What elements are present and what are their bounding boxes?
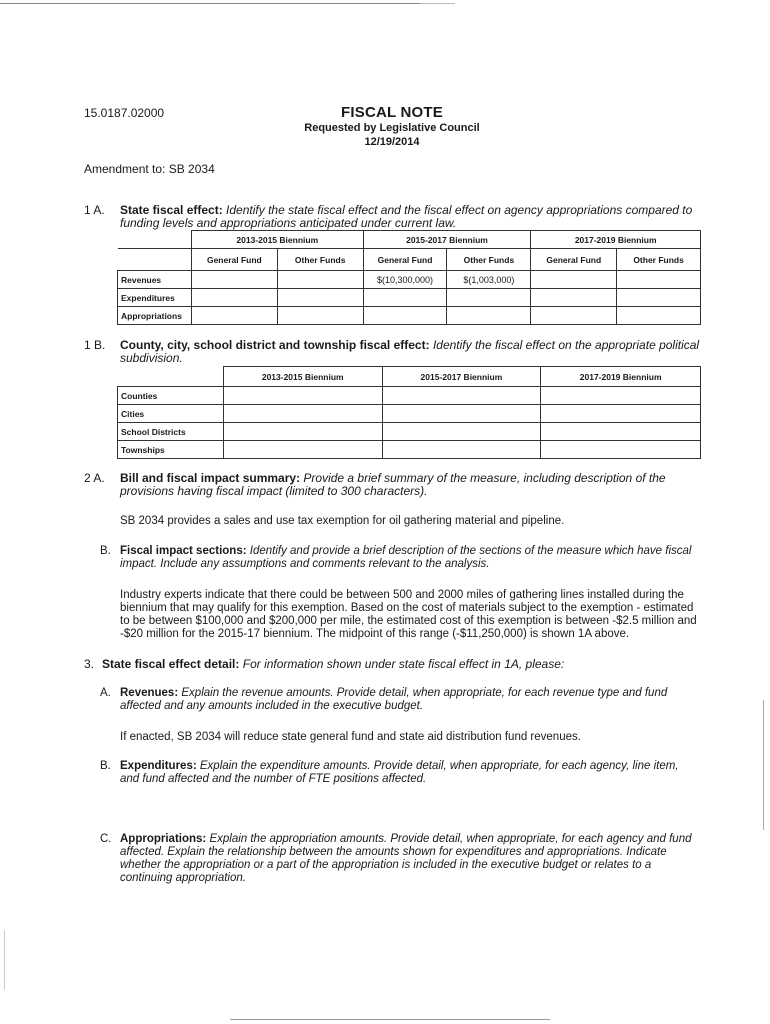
section-2a-number: 2 A.: [84, 471, 105, 485]
fund-header: General Fund: [531, 249, 617, 271]
title-block: [280, 104, 504, 149]
amendment-line: Amendment to: SB 2034: [84, 162, 215, 176]
scan-edge-left: [4, 930, 5, 990]
section-1b-instruction: Identify the fiscal effect on the appropriate political subdivision.: [120, 338, 700, 365]
table-cell: $(10,300,000): [363, 271, 447, 289]
section-1b-number: 1 B.: [84, 338, 106, 352]
table-cell: [363, 289, 447, 307]
table-cell: [191, 289, 277, 307]
table-cell: [447, 289, 531, 307]
section-3-instruction: For information shown under state fiscal effect in 1A, please:: [242, 657, 565, 671]
row-label: Expenditures: [118, 289, 192, 307]
table-row: [118, 405, 701, 423]
biennium-header: 2017-2019 Biennium: [541, 367, 701, 387]
fund-header: Other Funds: [447, 249, 531, 271]
table-cell: [191, 307, 277, 325]
biennium-header: 2015-2017 Biennium: [382, 367, 541, 387]
fund-header: Other Funds: [277, 249, 363, 271]
section-3a-number: A.: [100, 687, 111, 699]
row-label: School Districts: [118, 423, 224, 441]
table-row: [118, 271, 701, 289]
table-row: [118, 423, 701, 441]
row-label: Townships: [118, 441, 224, 459]
section-3a-heading: [100, 687, 700, 713]
table-cell: [617, 271, 701, 289]
page-title: FISCAL NOTE: [341, 104, 443, 121]
section-2b-instruction: Identify and provide a brief description of the sections of the measure which have fiscal impact. Include any assumptions and comments relevant to the analysis.: [120, 545, 692, 570]
table-corner: [118, 231, 192, 249]
local-fiscal-effect-table: [117, 366, 701, 459]
section-3c-number: C.: [100, 833, 112, 845]
table-row: [118, 307, 701, 325]
section-3b-instruction: Explain the expenditure amounts. Provide detail, when appropriate, for each agency, line item, and fund affected and the number of FTE positions affected.: [120, 760, 679, 785]
fund-header: General Fund: [363, 249, 447, 271]
table-corner: [118, 249, 192, 271]
document-number: 15.0187.02000: [84, 106, 165, 120]
section-3b-heading: [100, 760, 700, 786]
scan-edge-top-faint: [420, 3, 455, 4]
section-3c-instruction: Explain the appropriation amounts. Provide detail, when appropriate, for each agency and fund affected. Explain the relationship between the amounts shown for expenditures and appropriations. Indicate whether the appropriation or a part of the appropriation is included in the executive budget or relates to a continuing appropriation.: [120, 833, 692, 884]
table-cell: [531, 271, 617, 289]
requested-by: Requested by Legislative Council: [304, 122, 480, 134]
table-cell: [617, 289, 701, 307]
table-cell: [531, 307, 617, 325]
biennium-header: 2017-2019 Biennium: [531, 231, 701, 249]
table-cell: $(1,003,000): [447, 271, 531, 289]
section-3b-label: Expenditures:: [120, 760, 197, 772]
state-fiscal-effect-table: [117, 230, 701, 325]
table-corner: [118, 367, 224, 387]
section-3c-heading: [100, 833, 702, 885]
biennium-header: 2015-2017 Biennium: [363, 231, 531, 249]
section-3b-number: B.: [100, 760, 111, 772]
table-row: [118, 289, 701, 307]
scan-edge-bottom: [230, 1019, 550, 1020]
section-3a-instruction: Explain the revenue amounts. Provide detail, when appropriate, for each revenue type and fund affected and any amounts included in the executive budget.: [120, 687, 668, 712]
fund-header: General Fund: [191, 249, 277, 271]
section-3-heading: [84, 658, 704, 671]
section-1b-label: County, city, school district and township fiscal effect:: [120, 338, 430, 352]
row-label: Revenues: [118, 271, 192, 289]
table-cell: [277, 289, 363, 307]
scan-edge-top: [0, 3, 420, 4]
section-2b-heading: [100, 545, 700, 571]
section-2b-text: Industry experts indicate that there could be between 500 and 2000 miles of gathering lines installed during the biennium that may qualify for this exemption. Based on the cost of materials subject to the exemption - estimated to be between $100,000 and $200,000 per mile, the estimated cost of this exemption is between -$2.5 million and -$20 million for the 2015-17 biennium. The midpoint of this range (-$11,250,000) is shown 1A above.: [120, 589, 697, 640]
biennium-header: 2013-2015 Biennium: [191, 231, 363, 249]
section-2b-number: B.: [100, 545, 111, 557]
section-2a-instruction: Provide a brief summary of the measure, including description of the provisions having fiscal impact (limited to 300 characters).: [120, 471, 666, 498]
table-cell: [191, 271, 277, 289]
scan-edge-right: [763, 700, 764, 830]
section-1a-label: State fiscal effect:: [120, 203, 223, 217]
table-cell: [363, 307, 447, 325]
section-3a-text: If enacted, SB 2034 will reduce state general fund and state aid distribution fund revenues.: [120, 731, 581, 743]
row-label: Cities: [118, 405, 224, 423]
table-cell: [531, 289, 617, 307]
table-row: [118, 441, 701, 459]
section-1a-instruction: Identify the state fiscal effect and the fiscal effect on agency appropriations compared to funding levels and appropriations anticipated under current law.: [120, 203, 693, 230]
note-date: 12/19/2014: [364, 136, 420, 148]
section-1b-heading: [84, 339, 704, 365]
table-cell: [277, 271, 363, 289]
table-cell: [277, 307, 363, 325]
row-label: Counties: [118, 387, 224, 405]
section-2a-text: SB 2034 provides a sales and use tax exemption for oil gathering material and pipeline.: [120, 515, 565, 527]
table-row: [118, 387, 701, 405]
section-1a-heading: [84, 204, 704, 230]
row-label: Appropriations: [118, 307, 192, 325]
table-cell: [617, 307, 701, 325]
section-3c-label: Appropriations:: [120, 833, 207, 845]
biennium-header: 2013-2015 Biennium: [223, 367, 382, 387]
section-3-number: 3.: [84, 657, 95, 671]
fund-header: Other Funds: [617, 249, 701, 271]
section-2a-label: Bill and fiscal impact summary:: [120, 471, 301, 485]
section-2b-label: Fiscal impact sections:: [120, 545, 247, 557]
table-cell: [447, 307, 531, 325]
section-3-label: State fiscal effect detail:: [102, 657, 240, 671]
section-1a-number: 1 A.: [84, 203, 105, 217]
section-3a-label: Revenues:: [120, 687, 179, 699]
section-2a-heading: [84, 472, 700, 498]
